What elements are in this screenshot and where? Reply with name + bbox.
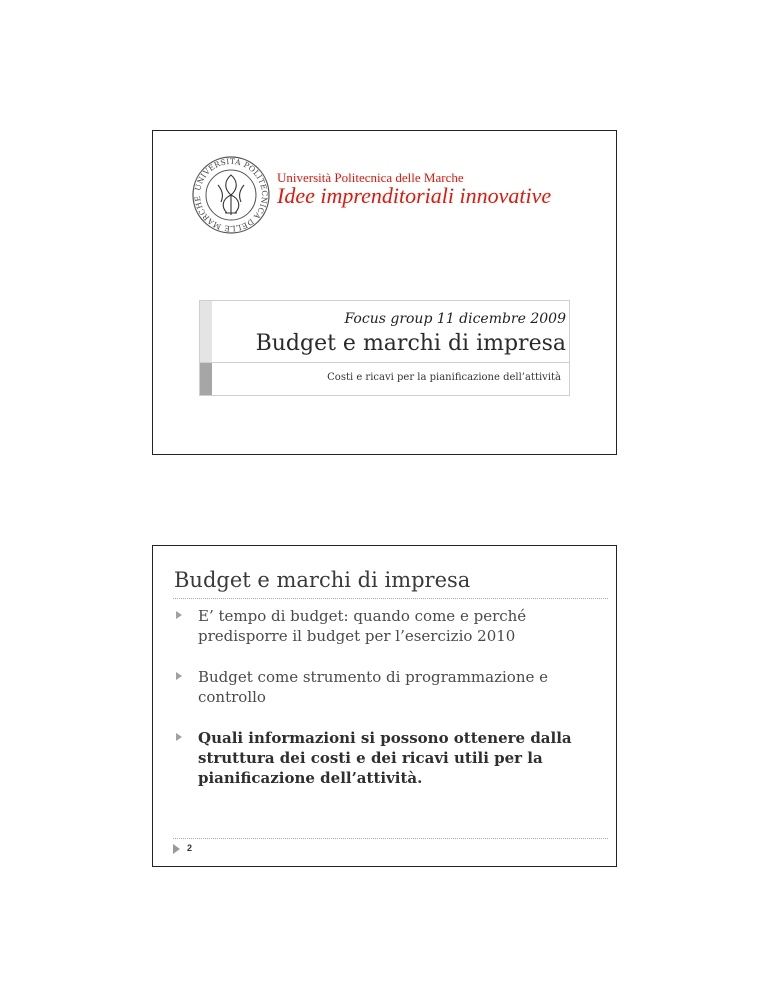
slide-title: Budget e marchi di impresa (255, 331, 566, 356)
footer-arrow-icon (173, 844, 180, 854)
bullet-arrow-icon (176, 611, 182, 619)
bullet-item: Budget come strumento di programmazione e controllo (176, 667, 596, 707)
title-accent-bar (200, 301, 212, 362)
slide-title: Budget e marchi di impresa (174, 568, 471, 592)
event-subtitle: Focus group 11 dicembre 2009 (344, 311, 566, 327)
title-divider (173, 598, 608, 599)
bullet-arrow-icon (176, 672, 182, 680)
title-block (199, 300, 570, 396)
university-seal-icon (191, 155, 271, 235)
bullet-item: E’ tempo di budget: quando come e perché predisporre il budget per l’esercizio 2010 (176, 606, 596, 646)
footer-divider (173, 838, 608, 839)
caption-box (199, 363, 570, 396)
slide-caption: Costi e ricavi per la pianificazione dell’attività (327, 372, 561, 383)
title-box (199, 300, 570, 363)
caption-accent-bar (200, 363, 212, 395)
page-number: 2 (187, 843, 193, 853)
bullet-item: Quali informazioni si possono ottenere dalla struttura dei costi e dei ricavi utili per la pianificazione dell’attività. (176, 728, 596, 788)
seal-text: UNIVERSITÀ POLITECNICA DELLE MARCHE (192, 156, 270, 234)
slide-2 (152, 545, 617, 867)
slide-1 (152, 130, 617, 455)
course-title: Idee imprenditoriali innovative (277, 183, 552, 208)
university-name: Università Politecnica delle Marche (277, 170, 464, 185)
bullet-arrow-icon (176, 733, 182, 741)
bullet-list (176, 606, 596, 809)
